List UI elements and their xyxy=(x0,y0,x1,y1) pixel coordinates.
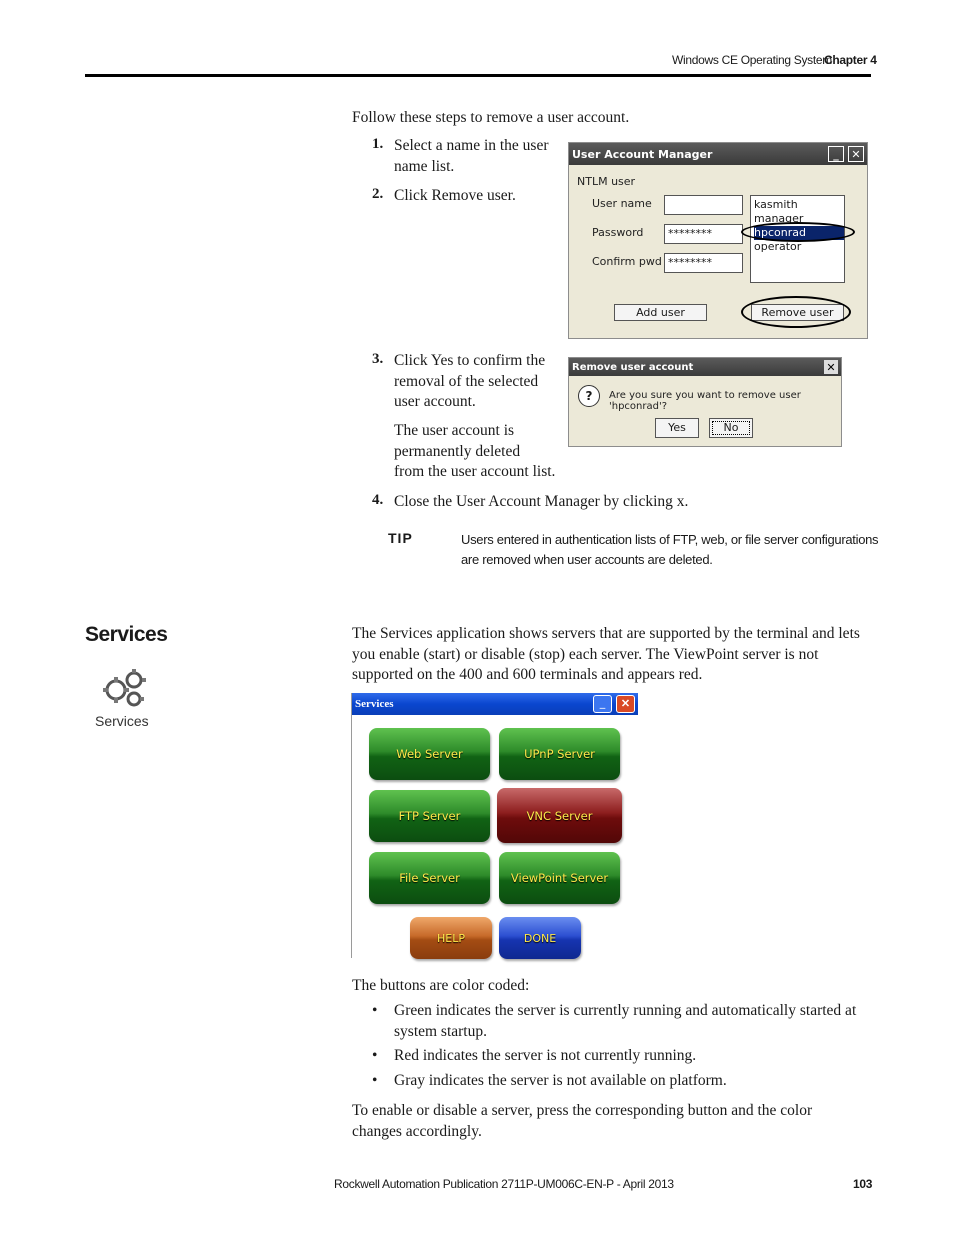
gears-icon xyxy=(100,668,150,708)
step-1-line1: Select a name in the user xyxy=(394,137,549,154)
closing-line2: changes accordingly. xyxy=(352,1122,482,1140)
footer-publication: Rockwell Automation Publication 2711P-UM006C-EN-P - April 2013 xyxy=(334,1177,674,1191)
running-header-chapter: Chapter 4 xyxy=(824,53,877,67)
running-header-section: Windows CE Operating System xyxy=(672,53,832,67)
intro-text: Follow these steps to remove a user account. xyxy=(352,109,630,126)
services-heading: Services xyxy=(85,623,168,646)
minimize-icon[interactable]: _ xyxy=(828,146,844,162)
uam-titlebar xyxy=(569,143,867,165)
step-3-note-line3: from the user account list. xyxy=(394,463,556,480)
services-icon-label: Services xyxy=(95,713,149,729)
user-account-manager-window xyxy=(568,142,868,339)
question-icon: ? xyxy=(578,385,600,407)
confirm-pwd-field[interactable]: ******** xyxy=(664,253,743,273)
list-item[interactable]: kasmith xyxy=(754,198,798,211)
done-button[interactable]: DONE xyxy=(499,917,581,959)
services-titlebar xyxy=(352,693,638,715)
password-label: Password xyxy=(592,226,644,239)
bullet-1-line2: system startup. xyxy=(394,1022,487,1040)
bullet-text xyxy=(394,1001,874,1042)
step-1-number: 1. xyxy=(372,136,384,152)
dialog-title: Remove user account xyxy=(572,361,694,373)
no-button[interactable]: No xyxy=(709,418,753,438)
header-rule xyxy=(85,74,871,77)
services-para-line3: supported on the 400 and 600 terminals and appears red. xyxy=(352,666,703,683)
ftp-server-button[interactable]: FTP Server xyxy=(369,790,490,842)
list-item[interactable]: manager xyxy=(754,212,804,225)
step-2-text: Click Remove user. xyxy=(394,187,516,204)
services-para-line1: The Services application shows servers that are supported by the terminal and lets xyxy=(352,625,860,642)
remove-user-dialog xyxy=(568,357,842,447)
yes-button[interactable]: Yes xyxy=(655,418,699,438)
tip-text xyxy=(461,530,878,570)
web-server-button[interactable]: Web Server xyxy=(369,728,490,780)
bullet-glyph: • xyxy=(372,1047,378,1064)
step-3-note xyxy=(394,421,569,483)
step-2-number: 2. xyxy=(372,186,384,202)
color-coded-intro: The buttons are color coded: xyxy=(352,977,530,994)
step-3-note-line1: The user account is xyxy=(394,422,515,439)
step-3-note-line2: permanently deleted xyxy=(394,442,521,460)
confirm-pwd-label: Confirm pwd xyxy=(592,255,662,268)
closing-line1: To enable or disable a server, press the corresponding button and the color xyxy=(352,1102,813,1119)
remove-user-button[interactable]: Remove user xyxy=(751,304,844,321)
bullet-glyph: • xyxy=(372,1002,378,1019)
user-name-label: User name xyxy=(592,197,652,210)
add-user-button[interactable]: Add user xyxy=(614,304,707,321)
step-3-text xyxy=(394,351,564,413)
closing-paragraph xyxy=(352,1101,872,1142)
step-3-number: 3. xyxy=(372,351,384,367)
help-button[interactable]: HELP xyxy=(410,917,492,959)
dialog-titlebar xyxy=(569,358,841,376)
close-icon[interactable]: ✕ xyxy=(848,146,864,162)
tip-line1: Users entered in authentication lists of FTP, web, or file server configurations xyxy=(461,532,879,547)
ntlm-group-label: NTLM user xyxy=(577,175,636,188)
bullet-1-line1: Green indicates the server is currently running and automatically started at xyxy=(394,1002,857,1019)
tip-line2: are removed when user accounts are deleted. xyxy=(461,552,713,567)
bullet-3-text: Gray indicates the server is not available on platform. xyxy=(394,1072,727,1089)
step-3-line2: removal of the selected xyxy=(394,372,539,390)
close-icon[interactable]: ✕ xyxy=(616,695,635,713)
user-name-field[interactable] xyxy=(664,195,743,215)
page-number: 103 xyxy=(853,1177,873,1191)
services-paragraph xyxy=(352,624,872,686)
step-3-line1: Click Yes to confirm the xyxy=(394,352,546,369)
list-item[interactable]: hpconrad xyxy=(754,226,844,240)
minimize-icon[interactable]: _ xyxy=(593,695,612,713)
bullet-glyph: • xyxy=(372,1072,378,1089)
viewpoint-server-button[interactable]: ViewPoint Server xyxy=(499,852,620,904)
step-1-line2: name list. xyxy=(394,157,455,175)
dialog-message: Are you sure you want to remove user 'hpconrad'? xyxy=(609,390,801,412)
remove-highlight-oval xyxy=(741,296,851,328)
step-3-line3: user account. xyxy=(394,393,476,410)
password-field[interactable]: ******** xyxy=(664,224,743,244)
services-window-title: Services xyxy=(355,698,394,710)
file-server-button[interactable]: File Server xyxy=(369,852,490,904)
upnp-server-button[interactable]: UPnP Server xyxy=(499,728,620,780)
services-window-controls xyxy=(589,695,635,714)
bullet-2-text: Red indicates the server is not currently running. xyxy=(394,1047,697,1064)
selection-highlight-oval xyxy=(741,222,855,242)
uam-window-controls xyxy=(824,146,864,162)
uam-title: User Account Manager xyxy=(572,147,713,161)
close-icon[interactable]: ✕ xyxy=(824,360,838,374)
step-4-number: 4. xyxy=(372,492,384,508)
list-item[interactable]: operator xyxy=(754,240,802,253)
step-4-text: Close the User Account Manager by clicking x. xyxy=(394,493,689,510)
vnc-server-button[interactable]: VNC Server xyxy=(497,788,622,843)
services-para-line2: you enable (start) or disable (stop) each server. The ViewPoint server is not xyxy=(352,645,819,663)
tip-label: TIP xyxy=(388,530,413,546)
services-window xyxy=(351,693,638,958)
step-1-text xyxy=(394,136,564,177)
